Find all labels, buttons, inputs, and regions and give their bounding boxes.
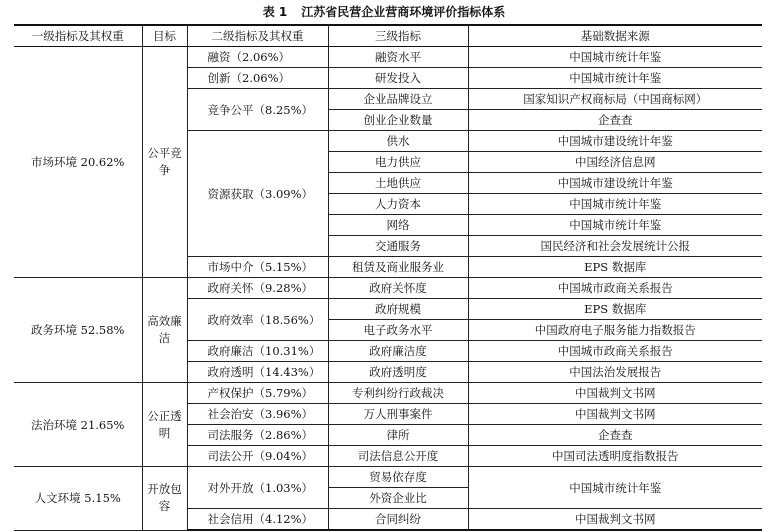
table-row	[14, 47, 762, 68]
source-cell: 中国城市建设统计年鉴	[468, 131, 762, 152]
level2-cell: 竞争公平（8.25%）	[187, 89, 328, 131]
level2-cell: 产权保护（5.79%）	[187, 383, 328, 404]
source-cell: 中国经济信息网	[468, 152, 762, 173]
level3-cell: 网络	[328, 215, 468, 236]
level3-cell: 专利纠纷行政裁决	[328, 383, 468, 404]
level1-cell: 人文环境 5.15%	[14, 467, 142, 531]
table-row	[14, 278, 762, 299]
level3-cell: 交通服务	[328, 236, 468, 257]
level2-cell: 司法服务（2.86%）	[187, 425, 328, 446]
goal-cell: 公平竞争	[142, 47, 187, 278]
level2-cell: 政府效率（18.56%）	[187, 299, 328, 341]
indicator-table	[14, 24, 762, 531]
level3-cell: 律所	[328, 425, 468, 446]
level3-cell: 电力供应	[328, 152, 468, 173]
header-goal: 目标	[142, 25, 187, 47]
source-cell: EPS 数据库	[468, 299, 762, 320]
table-body	[14, 47, 762, 531]
source-cell: 企查查	[468, 425, 762, 446]
level1-cell: 政务环境 52.58%	[14, 278, 142, 383]
level3-cell: 研发投入	[328, 68, 468, 89]
source-cell: 中国城市统计年鉴	[468, 68, 762, 89]
header-source: 基础数据来源	[468, 25, 762, 47]
level3-cell: 合同纠纷	[328, 509, 468, 531]
level2-cell: 社会信用（4.12%）	[187, 509, 328, 531]
source-cell: 中国城市建设统计年鉴	[468, 173, 762, 194]
level1-cell: 法治环境 21.65%	[14, 383, 142, 467]
level3-cell: 司法信息公开度	[328, 446, 468, 467]
table-number: 表 1	[262, 5, 288, 19]
source-cell: 中国裁判文书网	[468, 383, 762, 404]
level3-cell: 政府规模	[328, 299, 468, 320]
level3-cell: 土地供应	[328, 173, 468, 194]
level3-cell: 租赁及商业服务业	[328, 257, 468, 278]
goal-cell: 高效廉洁	[142, 278, 187, 383]
source-cell: 国民经济和社会发展统计公报	[468, 236, 762, 257]
level2-cell: 资源获取（3.09%）	[187, 131, 328, 257]
source-cell: 中国城市政商关系报告	[468, 341, 762, 362]
level3-cell: 贸易依存度	[328, 467, 468, 488]
level3-cell: 政府关怀度	[328, 278, 468, 299]
header-level2: 二级指标及其权重	[187, 25, 328, 47]
level2-cell: 对外开放（1.03%）	[187, 467, 328, 509]
source-cell: 中国政府电子服务能力指数报告	[468, 320, 762, 341]
level2-cell: 政府透明（14.43%）	[187, 362, 328, 383]
level3-cell: 供水	[328, 131, 468, 152]
level2-cell: 创新（2.06%）	[187, 68, 328, 89]
source-cell: 中国裁判文书网	[468, 509, 762, 531]
level2-cell: 市场中介（5.15%）	[187, 257, 328, 278]
source-cell: 中国裁判文书网	[468, 404, 762, 425]
goal-cell: 开放包容	[142, 467, 187, 531]
source-cell: 中国城市统计年鉴	[468, 194, 762, 215]
level3-cell: 万人刑事案件	[328, 404, 468, 425]
level2-cell: 司法公开（9.04%）	[187, 446, 328, 467]
source-cell: 中国城市统计年鉴	[468, 215, 762, 236]
header-row	[14, 25, 762, 47]
table-row	[14, 467, 762, 488]
source-cell: 中国法治发展报告	[468, 362, 762, 383]
level3-cell: 政府廉洁度	[328, 341, 468, 362]
level3-cell: 政府透明度	[328, 362, 468, 383]
header-level1: 一级指标及其权重	[14, 25, 142, 47]
level3-cell: 外资企业比	[328, 488, 468, 509]
level2-cell: 政府廉洁（10.31%）	[187, 341, 328, 362]
level3-cell: 电子政务水平	[328, 320, 468, 341]
level3-cell: 人力资本	[328, 194, 468, 215]
source-cell: 企查查	[468, 110, 762, 131]
goal-cell: 公正透明	[142, 383, 187, 467]
source-cell: EPS 数据库	[468, 257, 762, 278]
level3-cell: 企业品牌设立	[328, 89, 468, 110]
source-cell: 中国司法透明度指数报告	[468, 446, 762, 467]
table-caption	[0, 0, 768, 24]
source-cell: 国家知识产权商标局（中国商标网）	[468, 89, 762, 110]
level3-cell: 融资水平	[328, 47, 468, 68]
level1-cell: 市场环境 20.62%	[14, 47, 142, 278]
level2-cell: 社会治安（3.96%）	[187, 404, 328, 425]
level2-cell: 政府关怀（9.28%）	[187, 278, 328, 299]
source-cell: 中国城市政商关系报告	[468, 278, 762, 299]
header-level3: 三级指标	[328, 25, 468, 47]
source-cell: 中国城市统计年鉴	[468, 47, 762, 68]
level2-cell: 融资（2.06%）	[187, 47, 328, 68]
level3-cell: 创业企业数量	[328, 110, 468, 131]
table-title: 江苏省民营企业营商环境评价指标体系	[301, 5, 506, 19]
source-cell: 中国城市统计年鉴	[468, 467, 762, 509]
table-row	[14, 383, 762, 404]
